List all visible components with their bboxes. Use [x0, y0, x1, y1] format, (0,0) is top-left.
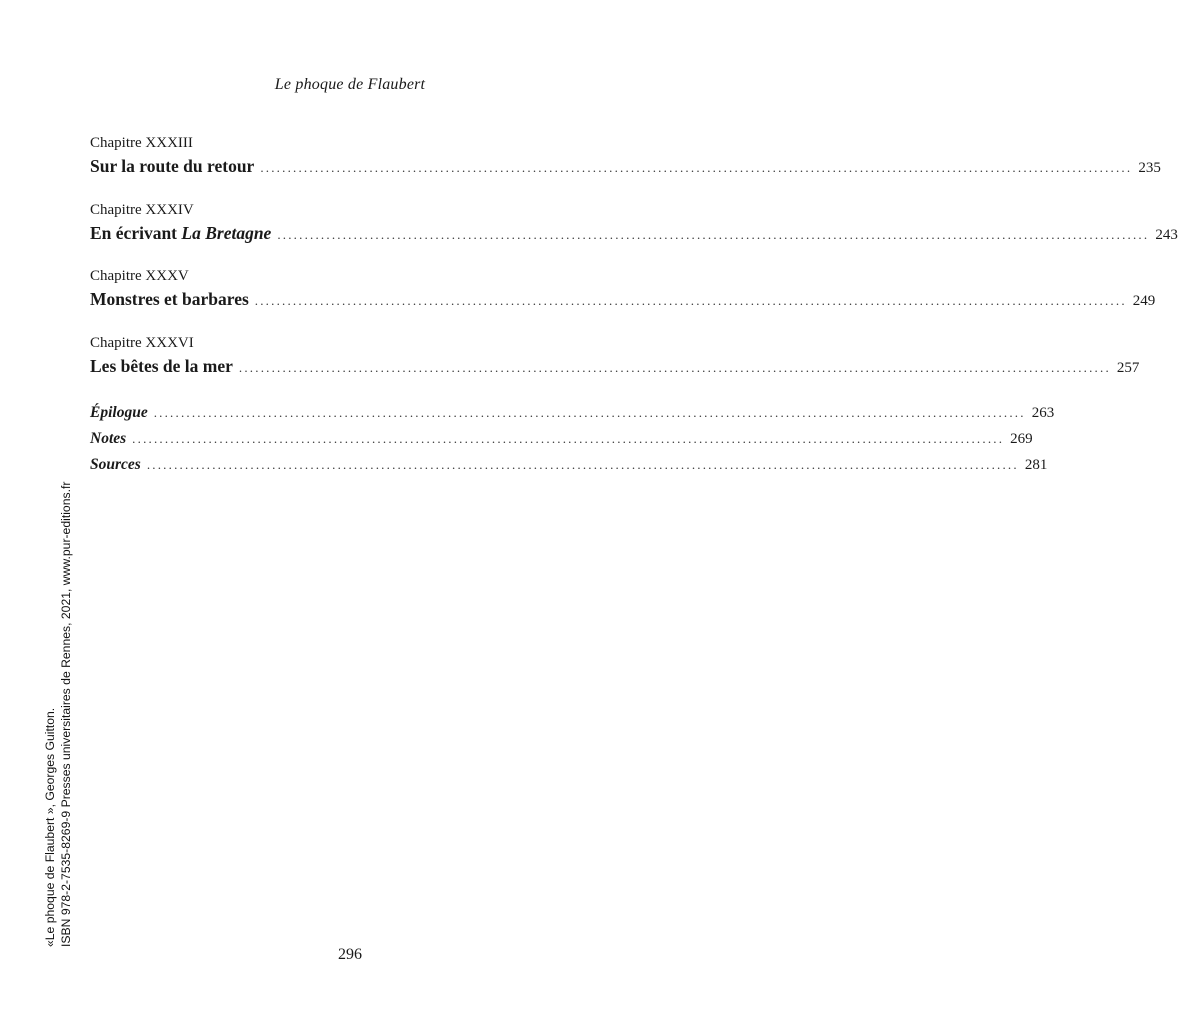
chapter-title: Sur la route du retour: [90, 156, 255, 176]
toc-entry: [90, 156, 1161, 177]
chapter-title: [90, 223, 271, 244]
page-number: 296: [338, 946, 362, 963]
toc-entry-sources: [90, 456, 1048, 474]
end-matter-title: Sources: [90, 456, 141, 473]
dot-leader: ................................................................................................................................................................: [146, 457, 1019, 472]
dot-leader: ................................................................................................................................................................: [153, 405, 1026, 420]
chapter-label: Chapitre XXXV: [90, 268, 189, 284]
page-ref: 281: [1024, 457, 1048, 473]
chapter-label: Chapitre XXXIII: [90, 135, 193, 151]
toc-entry: [90, 223, 1178, 244]
toc-chapter-35: [90, 267, 1156, 310]
toc-entry-notes: [90, 430, 1033, 448]
chapter-label: Chapitre XXXIV: [90, 202, 194, 218]
copyright-line-1: «Le phoque de Flaubert », Georges Guitton.: [43, 707, 57, 947]
copyright-sidebar: [42, 427, 74, 947]
toc-chapter-36: [90, 334, 1140, 377]
page-ref: 263: [1031, 405, 1055, 421]
toc-entry: [90, 289, 1156, 310]
page-ref: 249: [1132, 293, 1156, 309]
dot-leader: ................................................................................................................................................................: [277, 227, 1150, 242]
toc-entry-epilogue: [90, 404, 1055, 422]
dot-leader: ................................................................................................................................................................: [238, 360, 1111, 375]
chapter-title: Monstres et barbares: [90, 289, 249, 309]
running-head: Le phoque de Flaubert: [274, 76, 426, 93]
dot-leader: ................................................................................................................................................................: [260, 160, 1133, 175]
dot-leader: ................................................................................................................................................................: [132, 431, 1005, 446]
chapter-title: Les bêtes de la mer: [90, 356, 233, 376]
toc-chapter-33: [90, 134, 1161, 177]
chapter-label: Chapitre XXXVI: [90, 335, 194, 351]
end-matter-title: Épilogue: [90, 404, 148, 421]
page-ref: 243: [1155, 227, 1178, 243]
page-ref: 235: [1138, 160, 1161, 176]
page-ref: 269: [1010, 431, 1033, 447]
toc-chapter-34: [90, 201, 1178, 244]
chapter-title-prefix: En écrivant: [90, 223, 182, 243]
end-matter-title: Notes: [90, 430, 127, 447]
toc-entry: [90, 356, 1140, 377]
page-ref: 257: [1116, 360, 1140, 376]
chapter-title-italic: La Bretagne: [181, 223, 272, 243]
copyright-line-2: ISBN 978-2-7535-8269-9 Presses universitaires de Rennes, 2021, www.pur-editions.fr: [59, 481, 73, 947]
dot-leader: ................................................................................................................................................................: [254, 293, 1127, 308]
